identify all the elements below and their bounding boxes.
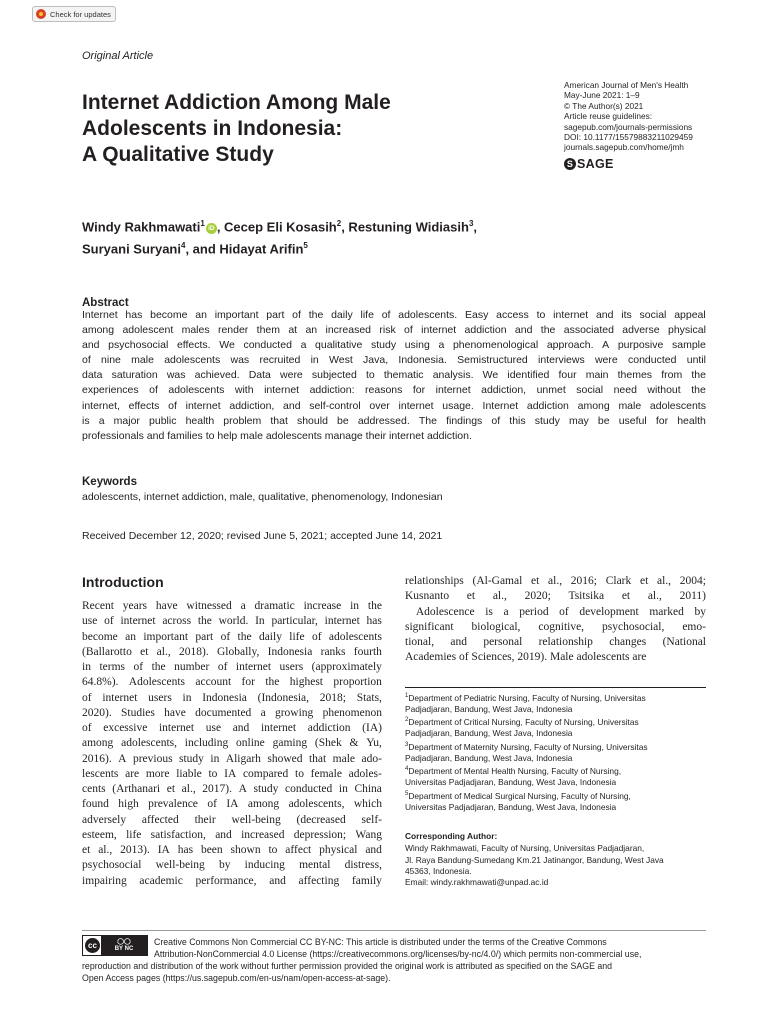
text-line: 2016). A previous study in Aligarh showed that male ado- <box>82 752 382 765</box>
text-line: impairing academic performance, and affecting family <box>82 874 382 887</box>
corresponding-line: 45363, Indonesia. <box>405 865 472 876</box>
author-name: , Restuning Widiasih <box>341 219 469 235</box>
abstract-line: of nine male adolescents was recruited in West Java, Indonesia. Semistructured interviews were conducted until <box>82 354 706 367</box>
author-name: Suryani Suryani <box>82 241 181 257</box>
affiliation-line <box>405 740 648 753</box>
text-line: psychosocial well-being by inducing mental distress, <box>82 859 382 872</box>
keywords-text: adolescents, internet addiction, male, qualitative, phenomenology, Indonesian <box>82 491 443 503</box>
title-line: A Qualitative Study <box>82 143 274 166</box>
corresponding-heading: Corresponding Author: <box>405 831 498 841</box>
journal-issue: May-June 2021: 1–9 <box>564 90 640 101</box>
abstract-text <box>82 308 706 444</box>
sage-logo <box>564 157 614 171</box>
cc-badge-label: BY NC <box>114 945 134 952</box>
footer-divider <box>82 930 706 931</box>
article-type: Original Article <box>82 50 154 62</box>
affiliation-line <box>405 753 648 764</box>
title-line: Adolescents in Indonesia: <box>82 117 343 140</box>
affiliation-line <box>405 715 648 728</box>
affiliation-line <box>405 764 648 777</box>
text-line: Adolescence is a period of development marked by <box>405 605 706 618</box>
text-line: significant biological, cognitive, psychosocial, emo- <box>405 620 706 633</box>
text-line: in terms of the number of internet users (approximately <box>82 661 382 673</box>
affiliation-sup: 2 <box>405 717 409 724</box>
abstract-line: is a major public health problem that should be addressed. The findings of this study may be useful for health <box>82 414 706 427</box>
doi-link[interactable]: DOI: 10.1177/15579883211029459 <box>564 132 693 143</box>
text-line: et al., 2013). IA has been shown to affect physical and <box>82 844 382 856</box>
license-line: reproduction and distribution of the work without further permission provided the original work is attributed as specified on the SAGE and <box>82 961 613 971</box>
corresponding-line: Windy Rakhmawati, Faculty of Nursing, Universitas Padjadjaran, <box>405 843 645 854</box>
check-for-updates-label: Check for updates <box>50 9 111 19</box>
crossmark-icon <box>36 9 46 19</box>
abstract-heading: Abstract <box>82 297 129 309</box>
affiliation-text: Department of Mental Health Nursing, Faculty of Nursing, <box>408 765 622 776</box>
check-for-updates-button[interactable] <box>32 6 116 22</box>
text-line: 64.8%). Adolescents account for the highest proportion <box>82 676 382 689</box>
text-line: of internet users in Indonesia (Indonesia, 2018; Stats, <box>82 691 382 704</box>
license-line: Attribution-NonCommercial 4.0 License (https://creativecommons.org/licenses/by-nc/4.0/) which permits non-commercial use, <box>154 949 642 959</box>
affiliation-line <box>405 691 648 704</box>
author-list <box>82 214 477 259</box>
affiliation-text: Padjadjaran, Bandung, West Java, Indonesia <box>405 704 573 715</box>
text-line: adversely affected their well-being (decreased self- <box>82 813 382 826</box>
affiliation-line <box>405 777 648 788</box>
text-line: among adolescents, including online gaming (Shek & Yu, <box>82 737 382 750</box>
author-name: , and Hidayat Arifin <box>185 241 304 257</box>
keywords-heading: Keywords <box>82 476 137 488</box>
title-line: Internet Addiction Among Male <box>82 91 391 114</box>
affiliation-text: Department of Maternity Nursing, Faculty of Nursing, Universitas <box>408 741 648 752</box>
affiliation-line <box>405 728 648 739</box>
text-line: (Ballarotto et al., 2018). Globally, Indonesia ranks fourth <box>82 645 382 658</box>
text-line: become an important part of the daily life of adolescents <box>82 630 382 643</box>
received-dates: Received December 12, 2020; revised June 5, 2021; accepted June 14, 2021 <box>82 530 443 542</box>
text-line: relationships (Al-Gamal et al., 2016; Clark et al., 2004; <box>405 575 706 587</box>
text-line: Kusnanto et al., 2020; Tsitsika et al., 2011) <box>405 590 706 603</box>
affiliation-sup: 5 <box>405 790 409 797</box>
abstract-line: internet, effects of internet addiction, and self-control over internet usage. Internet addiction among male adolescents <box>82 399 706 412</box>
affiliation-divider <box>405 687 706 688</box>
corresponding-email[interactable]: Email: windy.rakhmawati@unpad.ac.id <box>405 877 549 888</box>
license-line: Open Access pages (https://us.sagepub.com/en-us/nam/open-access-at-sage). <box>82 973 391 983</box>
reuse-link[interactable]: sagepub.com/journals-permissions <box>564 121 693 132</box>
text-line: 2020). Studies have documented a growing phenomenon <box>82 706 382 719</box>
author-sup: 2 <box>336 219 342 228</box>
author-name: Windy Rakhmawati <box>82 219 201 235</box>
abstract-line: experiences of adolescents with internet addiction: reasons for internet addiction, unmet social need without the <box>82 384 706 397</box>
license-text <box>82 936 706 984</box>
affiliation-text: Padjadjaran, Bandung, West Java, Indonesia <box>405 728 573 739</box>
affiliation-text: Department of Pediatric Nursing, Faculty of Nursing, Universitas <box>408 692 646 703</box>
text-line: lescents are more liable to IA compared to female adoles- <box>82 767 382 780</box>
article-title <box>82 90 482 168</box>
introduction-right-column <box>405 574 706 666</box>
journal-name: American Journal of Men's Health <box>564 80 689 90</box>
cc-badge-right <box>101 936 147 955</box>
journal-info <box>564 80 693 153</box>
affiliation-sup: 3 <box>405 741 409 748</box>
license-line: Creative Commons Non Commercial CC BY-NC: This article is distributed under the terms of the Creative Commons <box>154 937 607 947</box>
text-line: use of internet across the world. In particular, internet has <box>82 615 382 628</box>
affiliation-text: Department of Medical Surgical Nursing, Faculty of Nursing, <box>408 790 631 801</box>
corresponding-line: Jl. Raya Bandung-Sumedang Km.21 Jatinangor, Bandung, West Java <box>405 854 664 865</box>
author-separator: , <box>473 219 478 235</box>
affiliation-text: Universitas Padjadjaran, Bandung, West Java, Indonesia <box>405 801 617 812</box>
sage-logo-text: SAGE <box>577 157 614 171</box>
orcid-icon[interactable]: iD <box>206 223 217 234</box>
cc-icon: cc <box>85 938 100 953</box>
author-line <box>82 236 477 258</box>
author-name: , Cecep Eli Kosasih <box>216 219 337 235</box>
affiliation-text: Department of Critical Nursing, Faculty of Nursing, Universitas <box>408 717 639 728</box>
text-line: found high prevalence of IA among adolescents, which <box>82 798 382 811</box>
author-sup: 4 <box>180 241 186 251</box>
affiliation-sup: 1 <box>405 693 409 699</box>
author-sup: 3 <box>468 219 474 228</box>
author-line <box>82 214 477 236</box>
introduction-left-column <box>82 599 382 889</box>
reuse-label: Article reuse guidelines: <box>564 111 653 122</box>
affiliations <box>405 691 648 813</box>
affiliation-text: Padjadjaran, Bandung, West Java, Indonesia <box>405 752 573 763</box>
abstract-line: professionals and families to help male adolescents manage their internet addiction. <box>82 429 472 442</box>
introduction-heading: Introduction <box>82 574 164 590</box>
author-sup: 5 <box>303 241 308 251</box>
affiliation-line <box>405 704 648 715</box>
copyright: © The Author(s) 2021 <box>564 100 644 111</box>
abstract-line: data saturation was achieved. Data were subjected to thematic analysis. We identified four main themes from the <box>82 369 706 382</box>
cc-by-nc-badge[interactable] <box>82 935 148 956</box>
cc-attribution-icon: ◯◯ <box>117 938 131 945</box>
corresponding-author <box>405 831 664 888</box>
affiliation-sup: 4 <box>405 766 409 773</box>
text-line: of excessive internet use and internet addiction (IA) <box>82 722 382 734</box>
text-line: cents (Arthanari et al., 2017). A study conducted in China <box>82 783 382 795</box>
text-line: esteem, life satisfaction, and increased depression; Wang <box>82 828 382 841</box>
author-sup: 1 <box>200 219 205 228</box>
text-line: tional, and personal relationship changes (National <box>405 636 706 648</box>
text-line: Recent years have witnessed a dramatic increase in the <box>82 600 382 612</box>
affiliation-line <box>405 802 648 813</box>
text-line: Academies of Sciences, 2019). Male adolescents are <box>405 651 647 664</box>
abstract-line: among adolescent males render them at an increased risk of internet addiction and the associated adverse physical <box>82 324 706 337</box>
sage-s-icon: S <box>564 158 576 170</box>
journal-link[interactable]: journals.sagepub.com/home/jmh <box>564 142 684 153</box>
abstract-line: and psychosocial effects. We conducted a qualitative study using a phenomenological approach. A purposive sample <box>82 339 706 352</box>
affiliation-line <box>405 789 648 802</box>
affiliation-text: Universitas Padjadjaran, Bandung, West Java, Indonesia <box>405 777 617 788</box>
abstract-line: Internet has become an important part of the daily life of adolescents. Easy access to internet and its social appeal <box>82 309 706 321</box>
